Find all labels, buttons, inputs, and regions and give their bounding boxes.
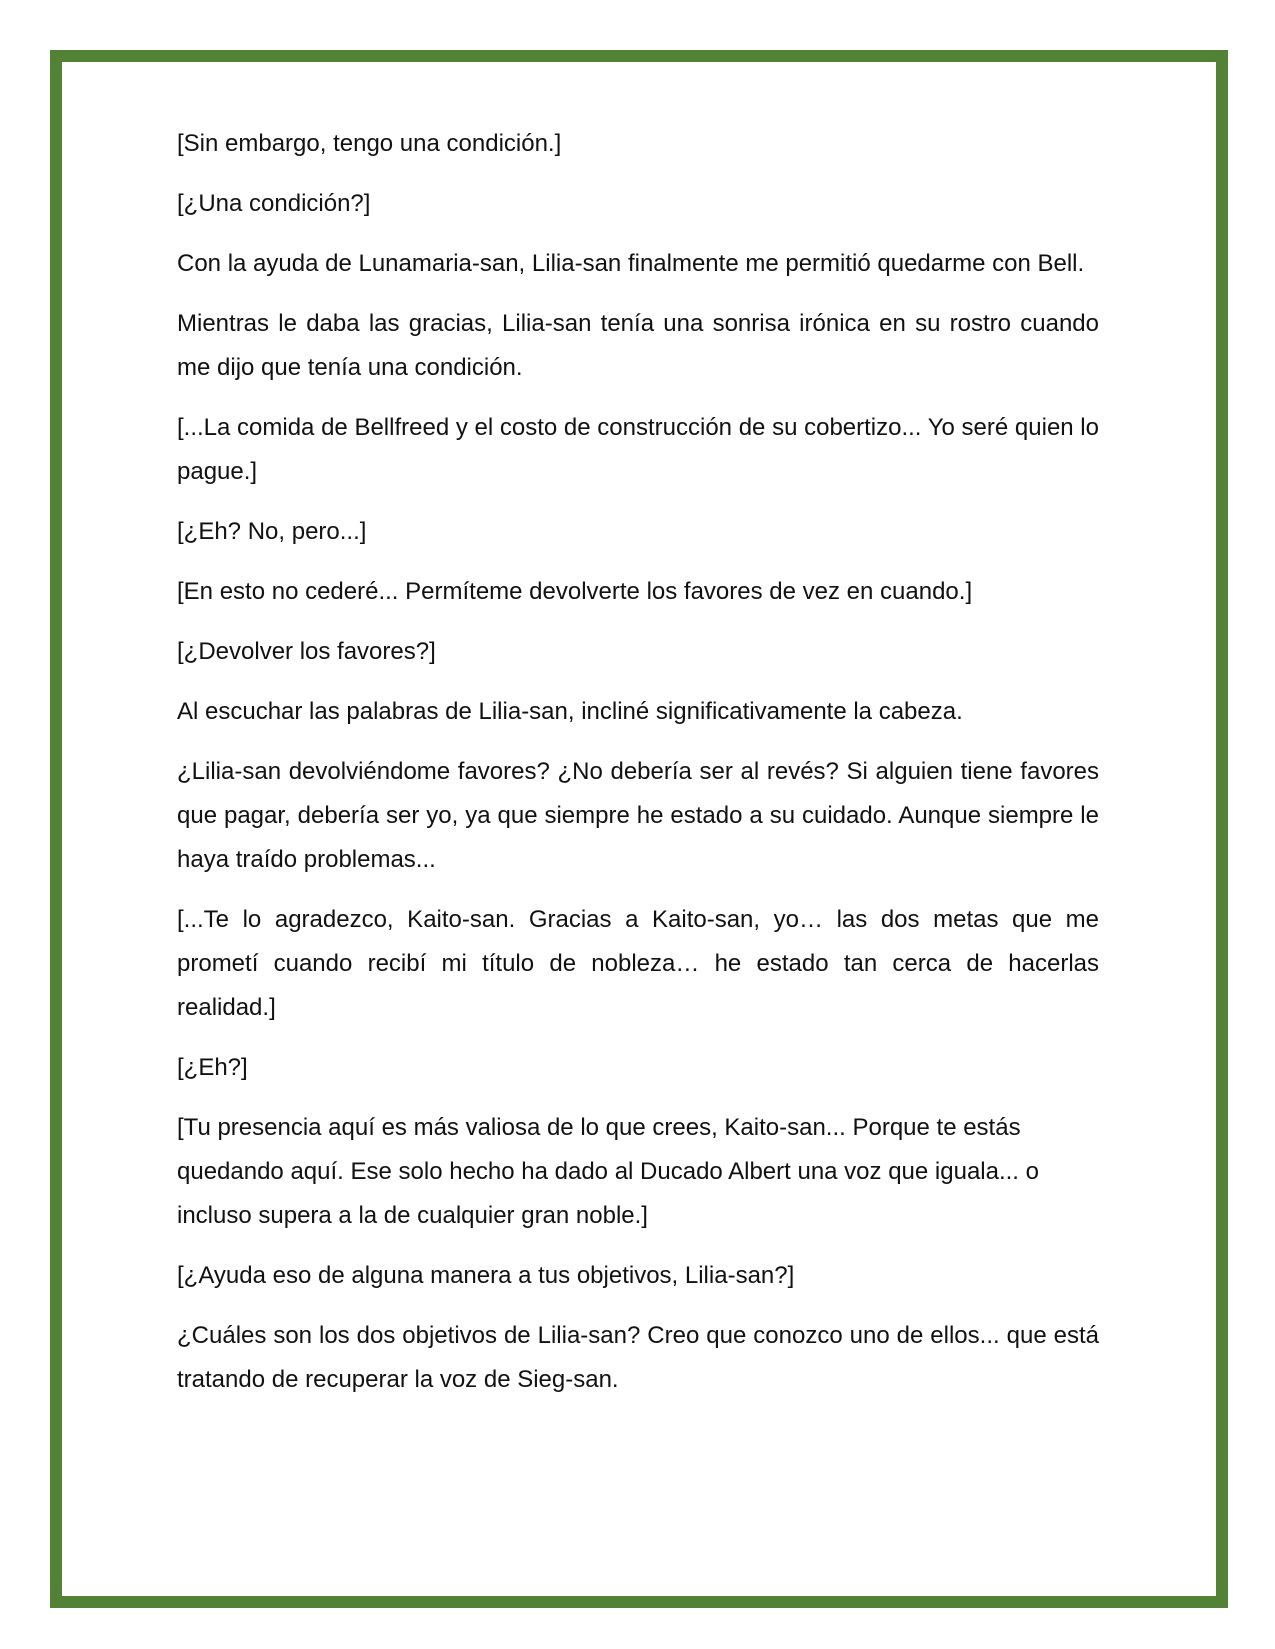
document-body	[177, 122, 1099, 1418]
paragraph: [Sin embargo, tengo una condición.]	[177, 130, 562, 157]
paragraph: [Tu presencia aquí es más valiosa de lo que crees, Kaito-san... Porque te estás quedando aquí. Ese solo hecho ha dado al Ducado Albert una voz que iguala... o incluso supera a la de cualquier gran noble.]	[177, 1114, 1039, 1229]
paragraph: [¿Ayuda eso de alguna manera a tus objetivos, Lilia-san?]	[177, 1262, 795, 1289]
paragraph: ¿Lilia-san devolviéndome favores? ¿No debería ser al revés? Si alguien tiene favores que pagar, debería ser yo, ya que siempre he estado a su cuidado. Aunque siempre le haya traído problemas...	[177, 758, 1099, 873]
paragraph: [¿Eh?]	[177, 1054, 248, 1081]
paragraph: [¿Eh? No, pero...]	[177, 518, 367, 545]
paragraph: Mientras le daba las gracias, Lilia-san tenía una sonrisa irónica en su rostro cuando me dijo que tenía una condición.	[177, 310, 1099, 381]
paragraph: [¿Una condición?]	[177, 190, 371, 217]
paragraph: Al escuchar las palabras de Lilia-san, incliné significativamente la cabeza.	[177, 698, 963, 725]
paragraph: [En esto no cederé... Permíteme devolverte los favores de vez en cuando.]	[177, 578, 973, 605]
paragraph: [¿Devolver los favores?]	[177, 638, 436, 665]
paragraph: ¿Cuáles son los dos objetivos de Lilia-san? Creo que conozco uno de ellos... que está tratando de recuperar la voz de Sieg-san.	[177, 1322, 1099, 1393]
paragraph: Con la ayuda de Lunamaria-san, Lilia-san finalmente me permitió quedarme con Bell.	[177, 250, 1085, 277]
paragraph: [...Te lo agradezco, Kaito-san. Gracias a Kaito-san, yo… las dos metas que me prometí cuando recibí mi título de nobleza… he estado tan cerca de hacerlas realidad.]	[177, 906, 1099, 1021]
paragraph: [...La comida de Bellfreed y el costo de construcción de su cobertizo... Yo seré quien lo pague.]	[177, 414, 1099, 485]
